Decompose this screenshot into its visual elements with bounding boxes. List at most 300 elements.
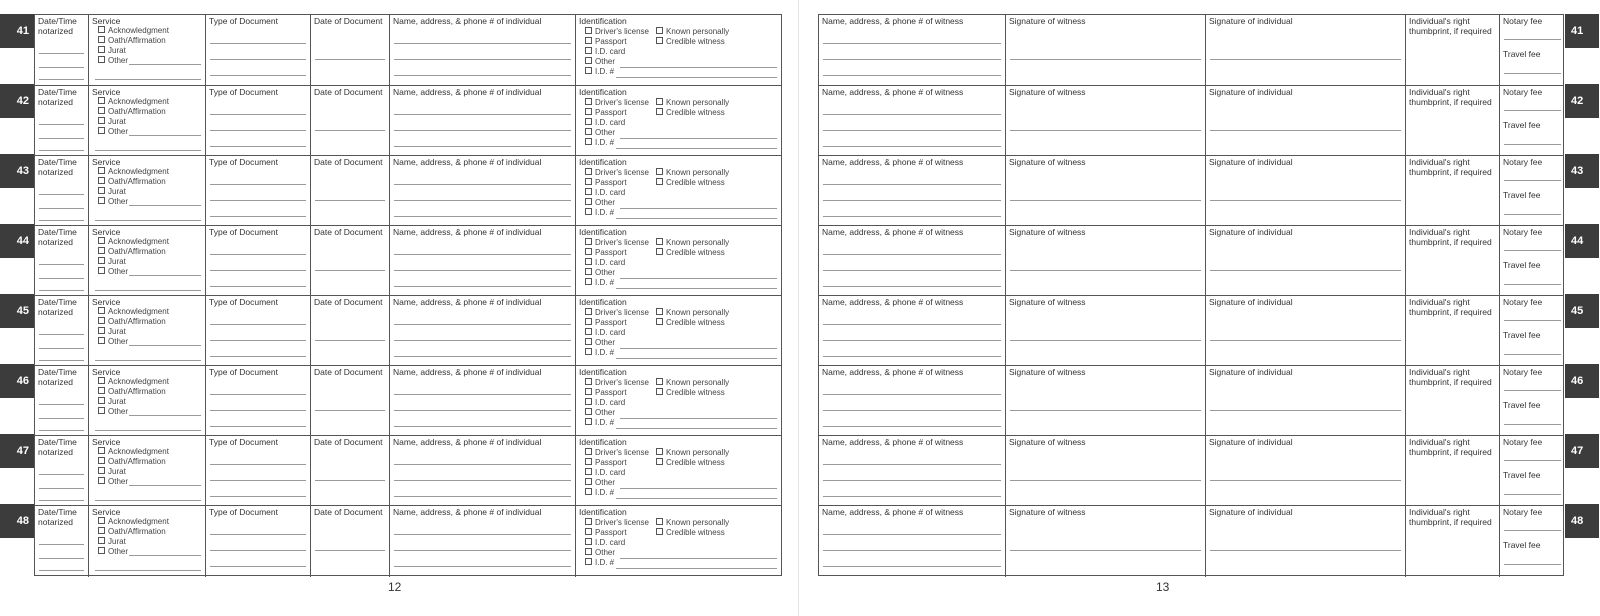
witness-line-1[interactable]: [823, 464, 1001, 465]
checkbox-icon[interactable]: [98, 447, 105, 454]
individual-signature-line[interactable]: [1210, 550, 1401, 551]
checkbox-icon[interactable]: [656, 378, 663, 385]
checkbox-icon[interactable]: [656, 27, 663, 34]
datetime-line-3[interactable]: [39, 290, 84, 291]
checkbox-icon[interactable]: [656, 37, 663, 44]
checkbox-icon[interactable]: [585, 328, 592, 335]
checkbox-icon[interactable]: [585, 538, 592, 545]
other-service-line[interactable]: [129, 205, 201, 206]
id-other-line[interactable]: [620, 208, 777, 209]
checkbox-icon[interactable]: [656, 318, 663, 325]
travel-fee-line[interactable]: [1504, 73, 1561, 74]
doc-type-line-2[interactable]: [210, 59, 306, 60]
witness-line-3[interactable]: [823, 75, 1001, 76]
checkbox-icon[interactable]: [585, 27, 592, 34]
id-option-other[interactable]: [585, 478, 649, 488]
other-service-line[interactable]: [129, 345, 201, 346]
notary-fee-line[interactable]: [1504, 250, 1561, 251]
id-other-line[interactable]: [620, 348, 777, 349]
individual-line-3[interactable]: [394, 216, 571, 217]
id-option-credible-witness[interactable]: [656, 248, 729, 258]
checkbox-icon[interactable]: [98, 467, 105, 474]
id-option-passport[interactable]: [585, 388, 649, 398]
individual-line-1[interactable]: [394, 394, 571, 395]
id-option-credible-witness[interactable]: [656, 528, 729, 538]
witness-line-3[interactable]: [823, 216, 1001, 217]
other-service-line[interactable]: [129, 64, 201, 65]
travel-fee-line[interactable]: [1504, 144, 1561, 145]
travel-fee-line[interactable]: [1504, 564, 1561, 565]
notary-fee-line[interactable]: [1504, 460, 1561, 461]
checkbox-icon[interactable]: [656, 248, 663, 255]
checkbox-icon[interactable]: [98, 167, 105, 174]
doc-type-line-2[interactable]: [210, 550, 306, 551]
witness-line-2[interactable]: [823, 200, 1001, 201]
id-option-driver-s-license[interactable]: [585, 518, 649, 528]
witness-line-3[interactable]: [823, 496, 1001, 497]
checkbox-icon[interactable]: [585, 448, 592, 455]
doc-type-line-3[interactable]: [210, 75, 306, 76]
doc-type-line-2[interactable]: [210, 340, 306, 341]
witness-line-3[interactable]: [823, 356, 1001, 357]
witness-line-1[interactable]: [823, 534, 1001, 535]
checkbox-icon[interactable]: [98, 537, 105, 544]
doc-type-line-3[interactable]: [210, 216, 306, 217]
id-number-line[interactable]: [616, 218, 777, 219]
checkbox-icon[interactable]: [585, 128, 592, 135]
id-number-line[interactable]: [616, 77, 777, 78]
checkbox-icon[interactable]: [585, 268, 592, 275]
individual-line-2[interactable]: [394, 270, 571, 271]
witness-line-2[interactable]: [823, 550, 1001, 551]
datetime-line-3[interactable]: [39, 360, 84, 361]
doc-type-line-3[interactable]: [210, 356, 306, 357]
service-option-oath-affirmation[interactable]: [92, 457, 202, 467]
id-option-i-d-[interactable]: [585, 348, 649, 358]
checkbox-icon[interactable]: [585, 468, 592, 475]
witness-signature-line[interactable]: [1010, 410, 1201, 411]
checkbox-icon[interactable]: [98, 407, 105, 414]
travel-fee-line[interactable]: [1504, 284, 1561, 285]
id-option-passport[interactable]: [585, 458, 649, 468]
notary-fee-line[interactable]: [1504, 320, 1561, 321]
service-extra-line[interactable]: [95, 430, 201, 431]
id-option-known-personally[interactable]: [656, 448, 729, 458]
checkbox-icon[interactable]: [98, 197, 105, 204]
id-option-known-personally[interactable]: [656, 238, 729, 248]
datetime-line-1[interactable]: [39, 474, 84, 475]
id-other-line[interactable]: [620, 488, 777, 489]
individual-line-1[interactable]: [394, 464, 571, 465]
notary-fee-line[interactable]: [1504, 530, 1561, 531]
datetime-line-2[interactable]: [39, 208, 84, 209]
checkbox-icon[interactable]: [585, 37, 592, 44]
witness-line-1[interactable]: [823, 254, 1001, 255]
checkbox-icon[interactable]: [656, 238, 663, 245]
individual-line-3[interactable]: [394, 75, 571, 76]
witness-line-1[interactable]: [823, 114, 1001, 115]
id-option-known-personally[interactable]: [656, 308, 729, 318]
checkbox-icon[interactable]: [98, 187, 105, 194]
individual-line-2[interactable]: [394, 410, 571, 411]
id-option-i-d-card[interactable]: [585, 188, 649, 198]
checkbox-icon[interactable]: [98, 46, 105, 53]
id-option-other[interactable]: [585, 57, 649, 67]
service-option-jurat[interactable]: [92, 187, 202, 197]
id-option-driver-s-license[interactable]: [585, 448, 649, 458]
checkbox-icon[interactable]: [98, 247, 105, 254]
id-option-known-personally[interactable]: [656, 518, 729, 528]
checkbox-icon[interactable]: [98, 377, 105, 384]
travel-fee-line[interactable]: [1504, 424, 1561, 425]
checkbox-icon[interactable]: [98, 477, 105, 484]
checkbox-icon[interactable]: [585, 248, 592, 255]
doc-type-line-2[interactable]: [210, 270, 306, 271]
checkbox-icon[interactable]: [98, 36, 105, 43]
service-option-acknowledgment[interactable]: [92, 517, 202, 527]
id-other-line[interactable]: [620, 278, 777, 279]
checkbox-icon[interactable]: [585, 57, 592, 64]
datetime-line-2[interactable]: [39, 348, 84, 349]
doc-date-line[interactable]: [315, 480, 385, 481]
id-option-i-d-card[interactable]: [585, 118, 649, 128]
service-option-oath-affirmation[interactable]: [92, 107, 202, 117]
service-option-oath-affirmation[interactable]: [92, 317, 202, 327]
checkbox-icon[interactable]: [585, 388, 592, 395]
id-option-i-d-[interactable]: [585, 278, 649, 288]
individual-line-2[interactable]: [394, 480, 571, 481]
datetime-line-3[interactable]: [39, 150, 84, 151]
witness-line-2[interactable]: [823, 410, 1001, 411]
id-number-line[interactable]: [616, 428, 777, 429]
doc-type-line-1[interactable]: [210, 114, 306, 115]
individual-signature-line[interactable]: [1210, 200, 1401, 201]
doc-type-line-1[interactable]: [210, 43, 306, 44]
checkbox-icon[interactable]: [98, 397, 105, 404]
doc-type-line-1[interactable]: [210, 464, 306, 465]
id-option-i-d-card[interactable]: [585, 47, 649, 57]
individual-line-1[interactable]: [394, 534, 571, 535]
checkbox-icon[interactable]: [585, 558, 592, 565]
other-service-line[interactable]: [129, 135, 201, 136]
id-option-credible-witness[interactable]: [656, 458, 729, 468]
checkbox-icon[interactable]: [585, 198, 592, 205]
id-option-known-personally[interactable]: [656, 168, 729, 178]
datetime-line-2[interactable]: [39, 138, 84, 139]
id-number-line[interactable]: [616, 498, 777, 499]
id-option-other[interactable]: [585, 408, 649, 418]
individual-line-2[interactable]: [394, 340, 571, 341]
witness-line-2[interactable]: [823, 59, 1001, 60]
notary-fee-line[interactable]: [1504, 180, 1561, 181]
doc-type-line-3[interactable]: [210, 566, 306, 567]
service-option-oath-affirmation[interactable]: [92, 387, 202, 397]
checkbox-icon[interactable]: [585, 238, 592, 245]
doc-type-line-1[interactable]: [210, 394, 306, 395]
checkbox-icon[interactable]: [656, 108, 663, 115]
service-option-jurat[interactable]: [92, 46, 202, 56]
witness-signature-line[interactable]: [1010, 550, 1201, 551]
doc-date-line[interactable]: [315, 200, 385, 201]
id-option-i-d-[interactable]: [585, 558, 649, 568]
checkbox-icon[interactable]: [98, 517, 105, 524]
id-option-known-personally[interactable]: [656, 98, 729, 108]
id-option-passport[interactable]: [585, 318, 649, 328]
doc-type-line-2[interactable]: [210, 130, 306, 131]
witness-line-1[interactable]: [823, 184, 1001, 185]
doc-date-line[interactable]: [315, 550, 385, 551]
doc-type-line-2[interactable]: [210, 410, 306, 411]
witness-line-1[interactable]: [823, 394, 1001, 395]
id-option-i-d-[interactable]: [585, 138, 649, 148]
id-option-driver-s-license[interactable]: [585, 27, 649, 37]
individual-line-2[interactable]: [394, 550, 571, 551]
individual-line-3[interactable]: [394, 146, 571, 147]
checkbox-icon[interactable]: [585, 398, 592, 405]
checkbox-icon[interactable]: [585, 208, 592, 215]
individual-signature-line[interactable]: [1210, 59, 1401, 60]
doc-type-line-3[interactable]: [210, 496, 306, 497]
datetime-line-2[interactable]: [39, 67, 84, 68]
doc-date-line[interactable]: [315, 340, 385, 341]
witness-line-3[interactable]: [823, 426, 1001, 427]
witness-line-2[interactable]: [823, 340, 1001, 341]
checkbox-icon[interactable]: [656, 458, 663, 465]
datetime-line-1[interactable]: [39, 264, 84, 265]
checkbox-icon[interactable]: [656, 98, 663, 105]
travel-fee-line[interactable]: [1504, 214, 1561, 215]
id-other-line[interactable]: [620, 67, 777, 68]
checkbox-icon[interactable]: [585, 47, 592, 54]
checkbox-icon[interactable]: [98, 26, 105, 33]
checkbox-icon[interactable]: [585, 418, 592, 425]
doc-type-line-3[interactable]: [210, 146, 306, 147]
checkbox-icon[interactable]: [585, 458, 592, 465]
doc-type-line-3[interactable]: [210, 286, 306, 287]
notary-fee-line[interactable]: [1504, 390, 1561, 391]
doc-date-line[interactable]: [315, 270, 385, 271]
checkbox-icon[interactable]: [98, 307, 105, 314]
checkbox-icon[interactable]: [656, 168, 663, 175]
id-option-other[interactable]: [585, 548, 649, 558]
datetime-line-1[interactable]: [39, 404, 84, 405]
id-option-i-d-card[interactable]: [585, 468, 649, 478]
datetime-line-2[interactable]: [39, 418, 84, 419]
individual-line-3[interactable]: [394, 426, 571, 427]
checkbox-icon[interactable]: [98, 257, 105, 264]
witness-line-1[interactable]: [823, 43, 1001, 44]
individual-line-3[interactable]: [394, 356, 571, 357]
id-option-i-d-[interactable]: [585, 488, 649, 498]
witness-signature-line[interactable]: [1010, 340, 1201, 341]
individual-line-2[interactable]: [394, 130, 571, 131]
other-service-line[interactable]: [129, 485, 201, 486]
service-option-acknowledgment[interactable]: [92, 307, 202, 317]
id-option-credible-witness[interactable]: [656, 108, 729, 118]
checkbox-icon[interactable]: [585, 258, 592, 265]
travel-fee-line[interactable]: [1504, 354, 1561, 355]
witness-line-2[interactable]: [823, 270, 1001, 271]
witness-line-2[interactable]: [823, 480, 1001, 481]
id-option-other[interactable]: [585, 268, 649, 278]
datetime-line-1[interactable]: [39, 334, 84, 335]
checkbox-icon[interactable]: [585, 108, 592, 115]
datetime-line-1[interactable]: [39, 124, 84, 125]
id-other-line[interactable]: [620, 558, 777, 559]
datetime-line-3[interactable]: [39, 500, 84, 501]
service-option-acknowledgment[interactable]: [92, 237, 202, 247]
id-option-passport[interactable]: [585, 37, 649, 47]
individual-signature-line[interactable]: [1210, 480, 1401, 481]
individual-line-2[interactable]: [394, 59, 571, 60]
id-option-passport[interactable]: [585, 178, 649, 188]
service-option-acknowledgment[interactable]: [92, 97, 202, 107]
witness-signature-line[interactable]: [1010, 480, 1201, 481]
service-extra-line[interactable]: [95, 150, 201, 151]
checkbox-icon[interactable]: [98, 527, 105, 534]
checkbox-icon[interactable]: [98, 267, 105, 274]
service-extra-line[interactable]: [95, 360, 201, 361]
checkbox-icon[interactable]: [98, 177, 105, 184]
checkbox-icon[interactable]: [585, 178, 592, 185]
checkbox-icon[interactable]: [585, 318, 592, 325]
id-option-i-d-card[interactable]: [585, 398, 649, 408]
checkbox-icon[interactable]: [656, 308, 663, 315]
service-option-jurat[interactable]: [92, 327, 202, 337]
checkbox-icon[interactable]: [585, 118, 592, 125]
witness-line-3[interactable]: [823, 286, 1001, 287]
service-option-oath-affirmation[interactable]: [92, 247, 202, 257]
checkbox-icon[interactable]: [656, 448, 663, 455]
id-option-credible-witness[interactable]: [656, 37, 729, 47]
doc-type-line-2[interactable]: [210, 200, 306, 201]
checkbox-icon[interactable]: [98, 56, 105, 63]
id-option-driver-s-license[interactable]: [585, 308, 649, 318]
individual-line-3[interactable]: [394, 566, 571, 567]
witness-line-3[interactable]: [823, 146, 1001, 147]
checkbox-icon[interactable]: [585, 528, 592, 535]
service-extra-line[interactable]: [95, 500, 201, 501]
service-extra-line[interactable]: [95, 570, 201, 571]
checkbox-icon[interactable]: [656, 178, 663, 185]
doc-type-line-1[interactable]: [210, 324, 306, 325]
id-number-line[interactable]: [616, 568, 777, 569]
service-option-jurat[interactable]: [92, 117, 202, 127]
witness-line-2[interactable]: [823, 130, 1001, 131]
doc-date-line[interactable]: [315, 410, 385, 411]
other-service-line[interactable]: [129, 555, 201, 556]
id-number-line[interactable]: [616, 288, 777, 289]
service-option-jurat[interactable]: [92, 257, 202, 267]
doc-type-line-1[interactable]: [210, 534, 306, 535]
id-option-passport[interactable]: [585, 248, 649, 258]
checkbox-icon[interactable]: [585, 98, 592, 105]
datetime-line-3[interactable]: [39, 570, 84, 571]
datetime-line-2[interactable]: [39, 488, 84, 489]
witness-signature-line[interactable]: [1010, 200, 1201, 201]
other-service-line[interactable]: [129, 415, 201, 416]
id-option-credible-witness[interactable]: [656, 318, 729, 328]
checkbox-icon[interactable]: [585, 378, 592, 385]
id-option-credible-witness[interactable]: [656, 178, 729, 188]
checkbox-icon[interactable]: [585, 308, 592, 315]
datetime-line-1[interactable]: [39, 194, 84, 195]
id-option-other[interactable]: [585, 128, 649, 138]
datetime-line-1[interactable]: [39, 544, 84, 545]
id-option-other[interactable]: [585, 338, 649, 348]
doc-type-line-3[interactable]: [210, 426, 306, 427]
checkbox-icon[interactable]: [585, 518, 592, 525]
id-other-line[interactable]: [620, 138, 777, 139]
checkbox-icon[interactable]: [585, 138, 592, 145]
service-extra-line[interactable]: [95, 290, 201, 291]
service-extra-line[interactable]: [95, 79, 201, 80]
notary-fee-line[interactable]: [1504, 39, 1561, 40]
checkbox-icon[interactable]: [98, 547, 105, 554]
doc-date-line[interactable]: [315, 130, 385, 131]
datetime-line-1[interactable]: [39, 53, 84, 54]
id-option-i-d-[interactable]: [585, 418, 649, 428]
id-option-known-personally[interactable]: [656, 378, 729, 388]
service-option-acknowledgment[interactable]: [92, 447, 202, 457]
notary-fee-line[interactable]: [1504, 110, 1561, 111]
checkbox-icon[interactable]: [98, 337, 105, 344]
individual-line-3[interactable]: [394, 496, 571, 497]
witness-signature-line[interactable]: [1010, 270, 1201, 271]
checkbox-icon[interactable]: [98, 127, 105, 134]
checkbox-icon[interactable]: [656, 528, 663, 535]
datetime-line-3[interactable]: [39, 220, 84, 221]
id-option-i-d-card[interactable]: [585, 538, 649, 548]
id-option-driver-s-license[interactable]: [585, 238, 649, 248]
doc-type-line-2[interactable]: [210, 480, 306, 481]
checkbox-icon[interactable]: [585, 188, 592, 195]
id-option-passport[interactable]: [585, 108, 649, 118]
witness-line-3[interactable]: [823, 566, 1001, 567]
checkbox-icon[interactable]: [98, 327, 105, 334]
checkbox-icon[interactable]: [585, 548, 592, 555]
datetime-line-3[interactable]: [39, 79, 84, 80]
service-option-jurat[interactable]: [92, 467, 202, 477]
checkbox-icon[interactable]: [98, 117, 105, 124]
id-option-driver-s-license[interactable]: [585, 168, 649, 178]
individual-signature-line[interactable]: [1210, 410, 1401, 411]
doc-type-line-1[interactable]: [210, 254, 306, 255]
id-option-credible-witness[interactable]: [656, 388, 729, 398]
individual-signature-line[interactable]: [1210, 270, 1401, 271]
id-number-line[interactable]: [616, 148, 777, 149]
service-option-jurat[interactable]: [92, 537, 202, 547]
checkbox-icon[interactable]: [98, 317, 105, 324]
checkbox-icon[interactable]: [585, 168, 592, 175]
datetime-line-2[interactable]: [39, 558, 84, 559]
id-option-other[interactable]: [585, 198, 649, 208]
witness-line-1[interactable]: [823, 324, 1001, 325]
checkbox-icon[interactable]: [585, 67, 592, 74]
other-service-line[interactable]: [129, 275, 201, 276]
service-option-acknowledgment[interactable]: [92, 26, 202, 36]
individual-line-1[interactable]: [394, 184, 571, 185]
id-option-i-d-[interactable]: [585, 67, 649, 77]
service-option-oath-affirmation[interactable]: [92, 177, 202, 187]
witness-signature-line[interactable]: [1010, 59, 1201, 60]
service-option-oath-affirmation[interactable]: [92, 36, 202, 46]
individual-line-3[interactable]: [394, 286, 571, 287]
individual-signature-line[interactable]: [1210, 340, 1401, 341]
checkbox-icon[interactable]: [656, 518, 663, 525]
checkbox-icon[interactable]: [98, 457, 105, 464]
checkbox-icon[interactable]: [585, 408, 592, 415]
